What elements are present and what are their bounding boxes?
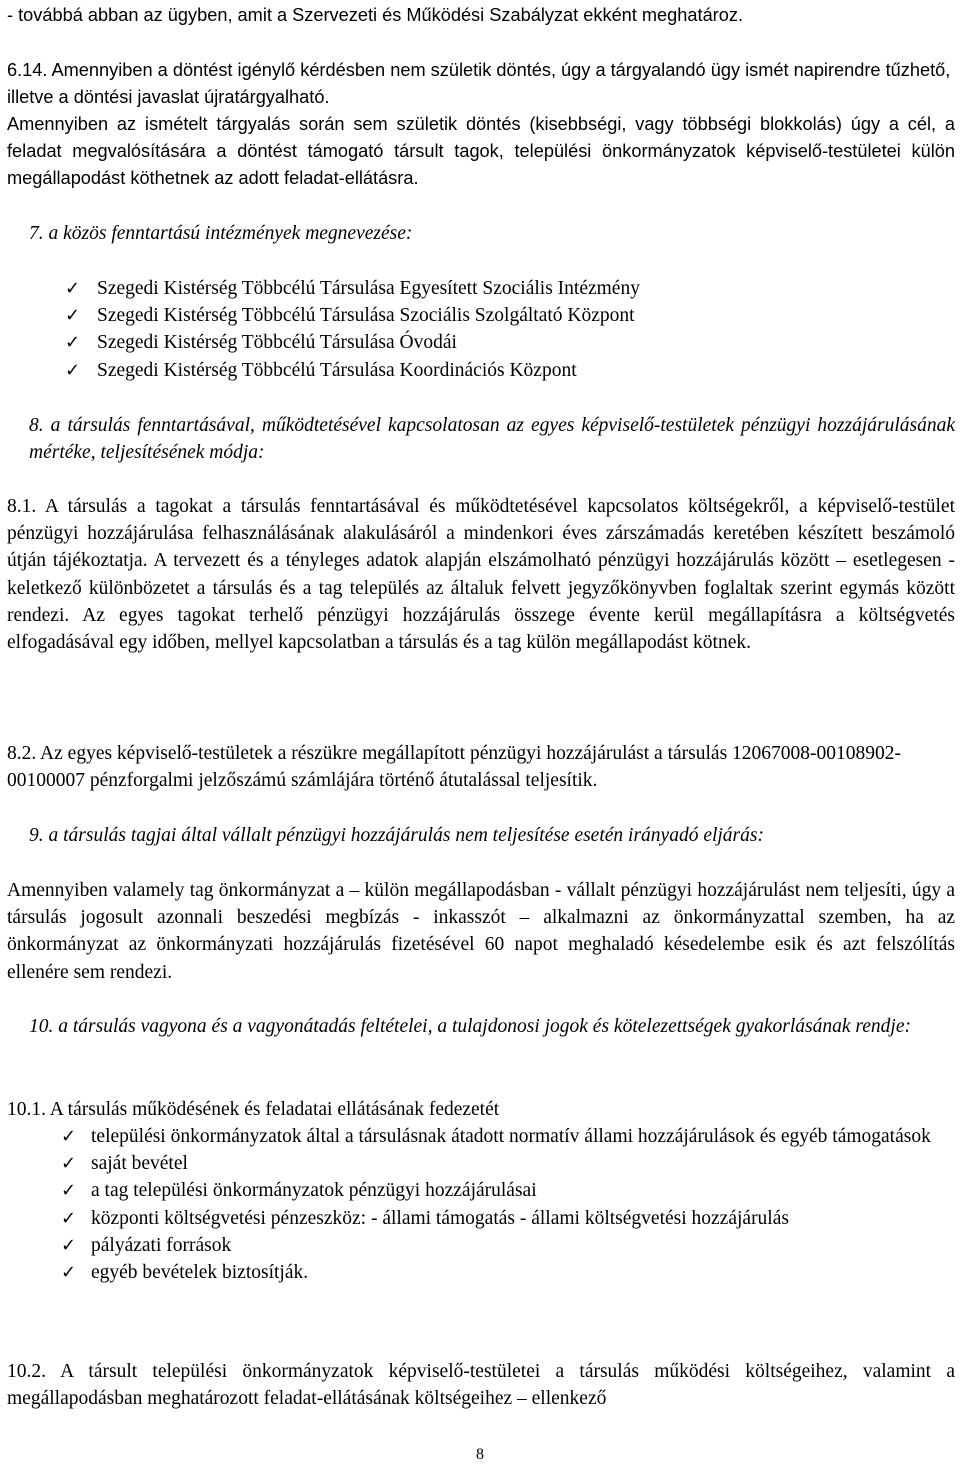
section-9-heading: 9. a társulás tagjai által vállalt pénzügyi hozzájárulás nem teljesítése esetén irányadó eljárás:	[29, 825, 764, 846]
section-10-heading: 10. a társulás vagyona és a vagyonátadás feltételei, a tulajdonosi jogok és kötelezettségek gyakorlásának rendje:	[29, 1016, 912, 1037]
check-icon: ✓	[61, 1180, 77, 1202]
list-item: ✓ Szegedi Kistérség Többcélú Társulása Koordinációs Központ	[65, 357, 945, 384]
check-icon: ✓	[65, 332, 81, 354]
section-9-paragraph: Amennyiben valamely tag önkormányzat a – külön megállapodásban - vállalt pénzügyi hozzájárulást nem teljesíti, úgy a társulás jogosult azonnali beszedési megbízás - inkasszót – alkalmazni az önkormányzattal szemben, ha az önkormányzat az önkormányzati hozzájárulás fizetésével 60 napot meghaladó késedelembe esik és azt felszólítás ellenére sem rendezi.	[7, 880, 955, 983]
check-icon: ✓	[65, 359, 81, 381]
section-8-heading: 8. a társulás fenntartásával, működtetésével kapcsolatosan az egyes képviselő-testületek pénzügyi hozzájárulásának mértéke, teljesítésének módja:	[29, 415, 955, 464]
intro-line: - továbbá abban az ügyben, amit a Szervezeti és Működési Szabályzat ekként meghatároz.	[7, 5, 743, 25]
list-item: ✓ a tag települési önkormányzatok pénzügyi hozzájárulásai	[61, 1177, 941, 1204]
list-item: ✓ Szegedi Kistérség Többcélú Társulása Egyesített Szociális Intézmény	[65, 275, 945, 302]
page-number: 8	[476, 1446, 484, 1463]
section-10-1-funding-list	[61, 1123, 941, 1286]
check-icon: ✓	[61, 1262, 77, 1284]
list-item: ✓ települési önkormányzatok által a társulásnak átadott normatív állami hozzájárulások és egyéb támogatások	[61, 1123, 941, 1150]
section-7-institution-list	[65, 275, 945, 384]
list-item: ✓ Szegedi Kistérség Többcélú Társulása Óvodái	[65, 329, 945, 356]
check-icon: ✓	[61, 1207, 77, 1229]
check-icon: ✓	[61, 1126, 77, 1147]
list-item: ✓ saját bevétel	[61, 1150, 941, 1177]
check-icon: ✓	[61, 1234, 77, 1256]
list-item: ✓ pályázati források	[61, 1232, 941, 1259]
section-8-2-paragraph: 8.2. Az egyes képviselő-testületek a részükre megállapított pénzügyi hozzájárulást a társulás 12067008-00108902-00100007 pénzforgalmi jelzőszámú számlájára történő átutalással teljesítik.	[7, 743, 902, 792]
section-10-1-title: 10.1. A társulás működésének és feladatai ellátásának fedezetét	[7, 1099, 500, 1120]
check-icon: ✓	[61, 1153, 77, 1175]
check-icon: ✓	[65, 278, 81, 299]
section-8-1-paragraph: 8.1. A társulás a tagokat a társulás fenntartásával és működtetésével kapcsolatos költségekről, a képviselő-testület pénzügyi hozzájárulása felhasználásának alakulásáról a mindenkori éves zárszámadás keretében készített beszámoló útján tájékoztatja. A tervezett és a tényleges adatok alapján elszámolható pénzügyi hozzájárulás között – esetlegesen - keletkező különbözetet a társulás és a tag település az általuk felvett jegyzőkönyvben foglaltak szerint egymás között rendezi. Az egyes tagokat terhelő pénzügyi hozzájárulás összege évente kerül megállapításra a költségvetés elfogadásával egy időben, mellyel kapcsolatban a társulás és a tag külön megállapodást kötnek.	[7, 496, 955, 654]
section-10-2-paragraph: 10.2. A társult települési önkormányzatok képviselő-testületei a társulás működési költségeihez, valamint a megállapodásban meghatározott feladat-ellátásának költségeihez – ellenkező	[7, 1361, 955, 1410]
section-6-14-paragraph: 6.14. Amennyiben a döntést igénylő kérdésben nem születik döntés, úgy a tárgyalandó ügy ismét napirendre tűzhető, illetve a döntési javaslat újratárgyalható.	[7, 60, 951, 108]
section-6-14-followup-paragraph: Amennyiben az ismételt tárgyalás során sem születik döntés (kisebbségi, vagy többségi blokkolás) úgy a cél, a feladat megvalósítására a döntést támogató társult tagok, települési önkormányzatok képviselő-testületei külön megállapodást köthetnek az adott feladat-ellátásra.	[7, 114, 955, 189]
list-item: ✓ egyéb bevételek biztosítják.	[61, 1259, 941, 1286]
list-item: ✓ központi költségvetési pénzeszköz: - állami támogatás - állami költségvetési hozzájárulás	[61, 1205, 941, 1232]
section-7-heading: 7. a közös fenntartású intézmények megnevezése:	[29, 223, 413, 244]
list-item: ✓ Szegedi Kistérség Többcélú Társulása Szociális Szolgáltató Központ	[65, 302, 945, 329]
check-icon: ✓	[65, 305, 81, 327]
